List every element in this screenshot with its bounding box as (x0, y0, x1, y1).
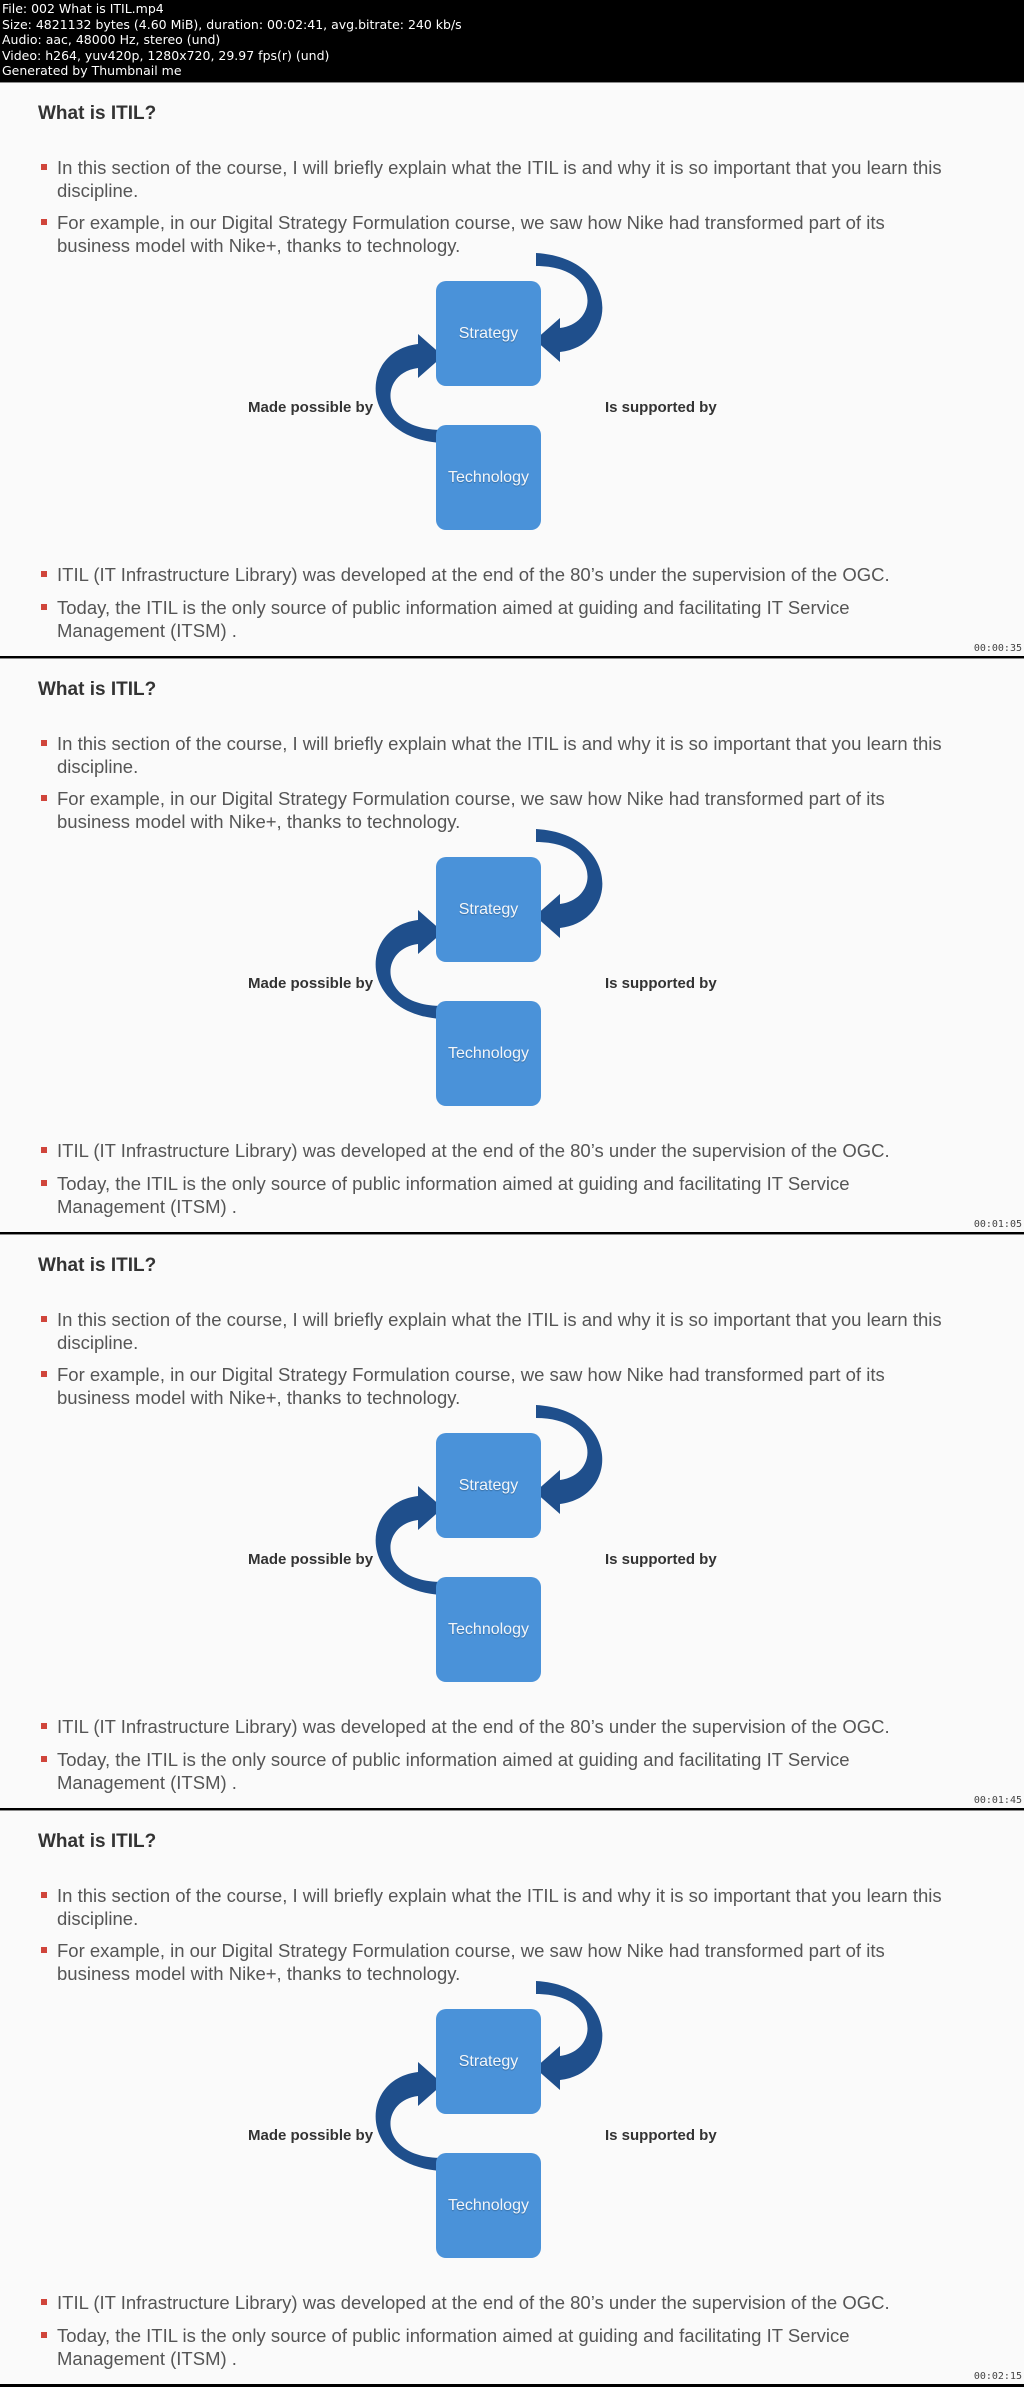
bullet-marker (41, 604, 47, 610)
strategy-box: Strategy (436, 2009, 541, 2114)
bullet-text: ITIL (IT Infrastructure Library) was developed at the end of the 80’s under the supervision of the OGC. (57, 1140, 890, 1161)
metadata-line-size: Size: 4821132 bytes (4.60 MiB), duration: 00:02:41, avg.bitrate: 240 kb/s (2, 16, 462, 32)
bullet-text: ITIL (IT Infrastructure Library) was developed at the end of the 80’s under the supervision of the OGC. (57, 1716, 890, 1737)
technology-box: Technology (436, 1577, 541, 1682)
bullet-text: Today, the ITIL is the only source of public information aimed at guiding and facilitating IT Service Management (ITSM) . (57, 2325, 850, 2369)
slide-title: What is ITIL? (38, 103, 157, 124)
bullet-item (57, 1715, 957, 1738)
is-supported-by-label: Is supported by (605, 975, 717, 992)
bullet-text: In this section of the course, I will briefly explain what the ITIL is and why it is so important that you learn this discipline. (57, 1885, 942, 1929)
bullet-text: In this section of the course, I will briefly explain what the ITIL is and why it is so important that you learn this discipline. (57, 1309, 942, 1353)
right-curved-arrow (535, 829, 602, 938)
video-frame-1 (0, 82, 1024, 656)
bullet-marker (41, 571, 47, 577)
made-possible-by-label: Made possible by (248, 399, 374, 416)
right-curved-arrow (535, 1405, 602, 1514)
bullet-marker (41, 2332, 47, 2338)
metadata-line-video: Video: h264, yuv420p, 1280x720, 29.97 fps(r) (und) (2, 47, 330, 63)
left-curved-arrow (376, 1486, 443, 1595)
bullet-marker (41, 2299, 47, 2305)
made-possible-by-label: Made possible by (248, 1551, 374, 1568)
bullet-item (57, 2324, 957, 2370)
video-frame-4 (0, 1810, 1024, 2384)
bullet-item (57, 1172, 957, 1218)
frame-timestamp: 00:02:15 (973, 2371, 1022, 2382)
video-frame-2 (0, 658, 1024, 1232)
bullet-marker (41, 1723, 47, 1729)
bullet-text: In this section of the course, I will briefly explain what the ITIL is and why it is so important that you learn this discipline. (57, 733, 942, 777)
made-possible-by-label: Made possible by (248, 2127, 374, 2144)
bullet-item (57, 596, 957, 642)
technology-box: Technology (436, 2153, 541, 2258)
video-metadata-header (0, 0, 1024, 82)
bullet-text: For example, in our Digital Strategy Formulation course, we saw how Nike had transformed part of its business model with Nike+, thanks to technology. (57, 1364, 885, 1408)
bullet-marker (41, 1756, 47, 1762)
made-possible-by-label: Made possible by (248, 975, 374, 992)
bullet-text: Today, the ITIL is the only source of public information aimed at guiding and facilitating IT Service Management (ITSM) . (57, 597, 850, 641)
is-supported-by-label: Is supported by (605, 399, 717, 416)
bullet-text: In this section of the course, I will briefly explain what the ITIL is and why it is so important that you learn this discipline. (57, 157, 942, 201)
left-curved-arrow (376, 910, 443, 1019)
metadata-line-file: File: 002 What is ITIL.mp4 (2, 1, 164, 16)
left-curved-arrow (376, 2062, 443, 2171)
bullet-item (57, 1748, 957, 1794)
bullet-text: Today, the ITIL is the only source of public information aimed at guiding and facilitating IT Service Management (ITSM) . (57, 1749, 850, 1793)
technology-box: Technology (436, 425, 541, 530)
bullet-item (57, 2291, 957, 2314)
left-curved-arrow (376, 334, 443, 443)
metadata-line-generator: Generated by Thumbnail me (2, 63, 182, 78)
bullet-item (57, 563, 957, 586)
frame-timestamp: 00:01:05 (973, 1219, 1022, 1230)
bullet-text: Today, the ITIL is the only source of public information aimed at guiding and facilitating IT Service Management (ITSM) . (57, 1173, 850, 1217)
strategy-box: Strategy (436, 1433, 541, 1538)
bullet-marker (41, 1180, 47, 1186)
bullet-text: For example, in our Digital Strategy Formulation course, we saw how Nike had transformed part of its business model with Nike+, thanks to technology. (57, 1940, 885, 1984)
is-supported-by-label: Is supported by (605, 2127, 717, 2144)
right-curved-arrow (535, 1981, 602, 2090)
bullet-text: For example, in our Digital Strategy Formulation course, we saw how Nike had transformed part of its business model with Nike+, thanks to technology. (57, 212, 885, 256)
bullet-text: ITIL (IT Infrastructure Library) was developed at the end of the 80’s under the supervision of the OGC. (57, 2292, 890, 2313)
is-supported-by-label: Is supported by (605, 1551, 717, 1568)
bullet-text: ITIL (IT Infrastructure Library) was developed at the end of the 80’s under the supervision of the OGC. (57, 564, 890, 585)
slide-title: What is ITIL? (38, 679, 157, 700)
metadata-line-audio: Audio: aac, 48000 Hz, stereo (und) (2, 32, 221, 47)
bullet-text: For example, in our Digital Strategy Formulation course, we saw how Nike had transformed part of its business model with Nike+, thanks to technology. (57, 788, 885, 832)
frame-timestamp: 00:01:45 (973, 1795, 1022, 1806)
slide-title: What is ITIL? (38, 1255, 157, 1276)
strategy-box: Strategy (436, 281, 541, 386)
bullet-marker (41, 1147, 47, 1153)
frame-timestamp: 00:00:35 (973, 643, 1022, 654)
video-frame-3 (0, 1234, 1024, 1808)
right-curved-arrow (535, 253, 602, 362)
technology-box: Technology (436, 1001, 541, 1106)
slide-title: What is ITIL? (38, 1831, 157, 1852)
bullet-item (57, 1139, 957, 1162)
strategy-box: Strategy (436, 857, 541, 962)
